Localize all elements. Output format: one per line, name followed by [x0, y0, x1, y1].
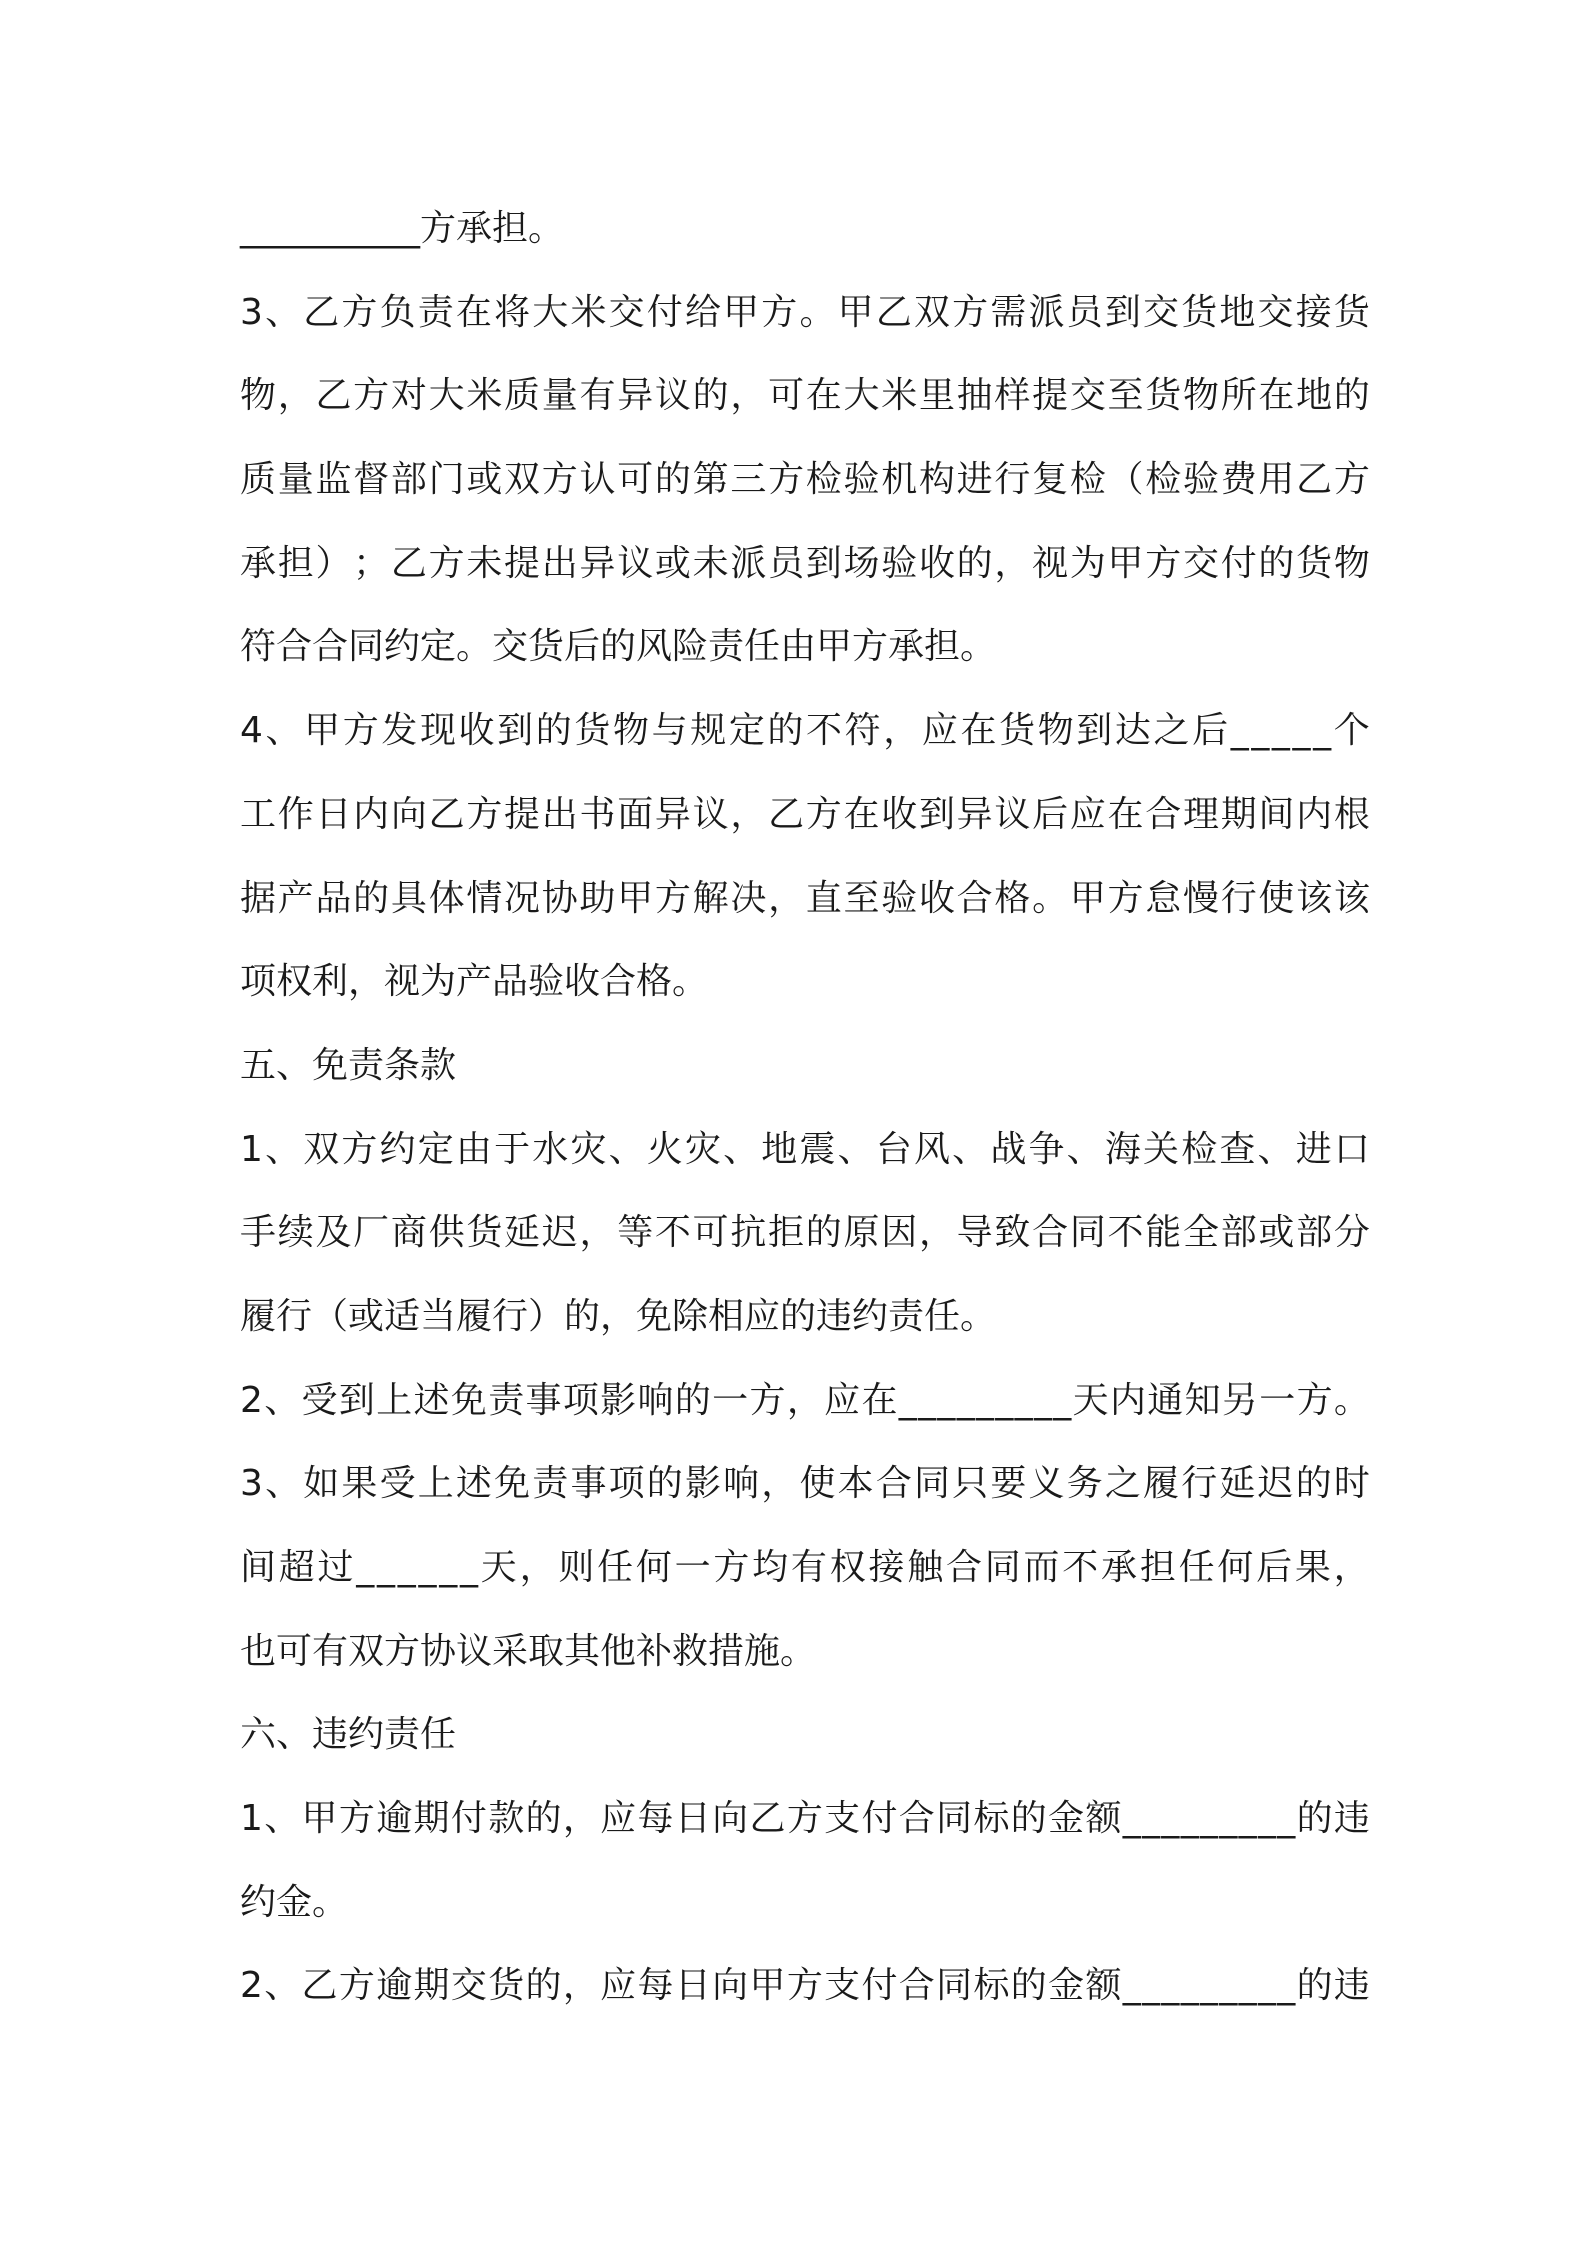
document-body [240, 203, 1370, 2044]
text-line: 间 超 过 _ _ _ _ _ _ 天 ， 则 任 何 一 方 均 有 权 接 触 合 同 而 不 承 担 任 何 后 果 ， [240, 1547, 1370, 1588]
text-line: 也可有双方协议采取其他补救措施。 [240, 1630, 817, 1672]
text-line: 1 、 双 方 约 定 由 于 水 灾 、 火 灾 、 地 震 、 台 风 、 战 争 、 海 关 检 查 、 进 口 [240, 1128, 1370, 1170]
text-line: 约金。 [240, 1881, 349, 1923]
text-line: 2 、 乙 方 逾 期 交 货 的 ， 应 每 日 向 甲 方 支 付 合 同 标 的 金 额 _ _ _ _ _ _ _ _ _ 的 违 [240, 1965, 1370, 2007]
text-line: 项权利，视为产品验收合格。 [240, 961, 709, 1003]
text-line: 物 ， 乙 方 对 大 米 质 量 有 异 议 的 ， 可 在 大 米 里 抽 样 提 交 至 货 物 所 在 地 的 [240, 375, 1370, 417]
text-line: 质 量 监 督 部 门 或 双 方 认 可 的 第 三 方 检 验 机 构 进 行 复 检 （ 检 验 费 用 乙 方 [240, 459, 1370, 501]
text-line: 履行（或适当履行）的，免除相应的违约责任。 [240, 1295, 997, 1337]
text-line: 据 产 品 的 具 体 情 况 协 助 甲 方 解 决 ， 直 至 验 收 合 格 。 甲 方 怠 慢 行 使 该 该 [240, 877, 1370, 919]
text-line: __________方承担。 [240, 208, 565, 249]
text-line: 五、免责条款 [240, 1044, 457, 1086]
text-line: 2 、 受 到 上 述 免 责 事 项 影 响 的 一 方 ， 应 在 _ _ _ _ _ _ _ _ _ 天 内 通 知 另 一 方 。 [240, 1379, 1370, 1421]
text-line: 3 、 如 果 受 上 述 免 责 事 项 的 影 响 ， 使 本 合 同 只 要 义 务 之 履 行 延 迟 的 时 [240, 1463, 1370, 1505]
text-line: 1 、 甲 方 逾 期 付 款 的 ， 应 每 日 向 乙 方 支 付 合 同 标 的 金 额 _ _ _ _ _ _ _ _ _ 的 违 [240, 1798, 1370, 1840]
text-line: 工 作 日 内 向 乙 方 提 出 书 面 异 议 ， 乙 方 在 收 到 异 议 后 应 在 合 理 期 间 内 根 [240, 793, 1370, 835]
text-line: 4 、 甲 方 发 现 收 到 的 货 物 与 规 定 的 不 符 ， 应 在 货 物 到 达 之 后 _ _ _ _ _ 个 [240, 710, 1370, 752]
text-line: 承 担 ） ； 乙 方 未 提 出 异 议 或 未 派 员 到 场 验 收 的 ， 视 为 甲 方 交 付 的 货 物 [240, 542, 1370, 584]
text-line: 六、违约责任 [240, 1714, 457, 1756]
text-line: 3 、 乙 方 负 责 在 将 大 米 交 付 给 甲 方 。 甲 乙 双 方 需 派 员 到 交 货 地 交 接 货 [240, 291, 1370, 333]
text-line: 手 续 及 厂 商 供 货 延 迟 ， 等 不 可 抗 拒 的 原 因 ， 导 致 合 同 不 能 全 部 或 部 分 [240, 1212, 1370, 1254]
text-line: 符合合同约定。交货后的风险责任由甲方承担。 [240, 626, 997, 668]
